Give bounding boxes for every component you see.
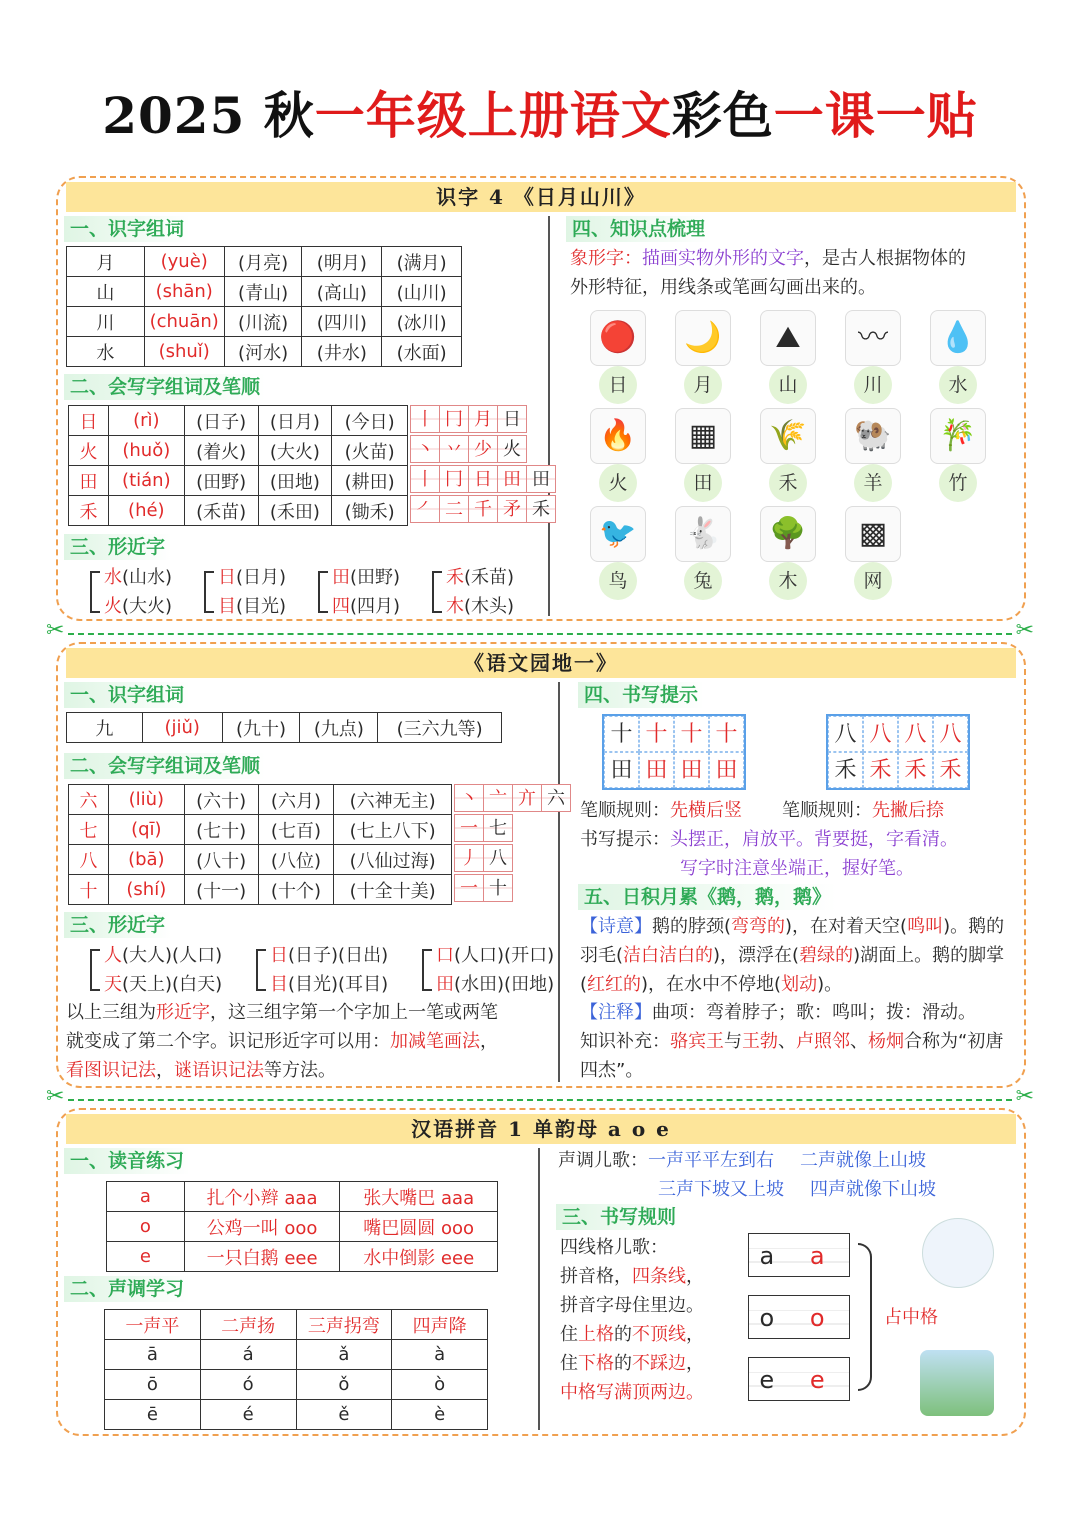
table-cell: (九十) [222, 713, 300, 743]
table-cell: (山川) [382, 277, 462, 307]
stroke-step: 一 [454, 874, 484, 902]
table-cell: (冰川) [382, 307, 462, 337]
table-cell: 火 [69, 436, 109, 466]
table-row [107, 1242, 498, 1272]
writing-cell: 八 [863, 716, 898, 752]
stroke-step: 七 [483, 814, 513, 842]
stroke-row [410, 405, 555, 435]
brace-icon [858, 1243, 872, 1391]
pictograph-image: 🐏 [845, 408, 901, 464]
table-cell: o [107, 1212, 185, 1242]
pictograph-image: 🌳 [760, 506, 816, 562]
table-cell: (八仙过海) [334, 845, 452, 875]
table-cell: 扎个小辫 aaa [184, 1182, 340, 1212]
table-cell: (shān) [144, 277, 224, 307]
table-cell: a [107, 1182, 185, 1212]
pictograph-image: 🔥 [590, 408, 646, 464]
table-cell: 九 [67, 713, 143, 743]
stroke-step: 亠 [483, 784, 513, 812]
table-row [69, 785, 452, 815]
table-row [105, 1400, 488, 1430]
table-cell: e [107, 1242, 185, 1272]
stroke-step: 二 [439, 495, 469, 523]
table-cell: (井水) [302, 337, 382, 367]
cut-line [46, 618, 1034, 644]
table-cell: (jiǔ) [142, 713, 222, 743]
table-cell: (满月) [382, 247, 462, 277]
table-cell: (禾苗) [184, 496, 258, 526]
writing-cell: 田 [604, 752, 639, 788]
stroke-step: 丶 [410, 435, 440, 463]
stroke-row [454, 874, 570, 904]
stroke-rules: 笔顺规则：先横后竖 笔顺规则：先撇后捺 书写提示：头摆正，肩放平。背要挺，字看清。 写字时注意坐端正，握好笔。 [580, 800, 958, 879]
table-cell: (十一) [184, 875, 258, 905]
table-s2-words [66, 712, 502, 743]
scissors-icon: ✂ [1015, 618, 1034, 643]
pictograph-label: 禾 [769, 464, 807, 502]
writing-cell: 八 [933, 716, 968, 752]
table-cell: 山 [67, 277, 145, 307]
writing-box-2 [826, 714, 970, 790]
table-cell: 六 [69, 785, 109, 815]
table-cell: (九点) [300, 713, 378, 743]
section-3-title: 汉语拼音 1 单韵母 a o e [66, 1114, 1016, 1144]
zhong-label: 占中格 [884, 1307, 938, 1328]
stroke-step: 亣 [512, 784, 542, 812]
pictograph-label: 田 [684, 464, 722, 502]
table-cell: 八 [69, 845, 109, 875]
table-cell: à [392, 1340, 488, 1370]
stroke-row [454, 784, 570, 814]
stroke-step: 十 [483, 874, 513, 902]
section-1-title: 识字 4 《日月山川》 [66, 182, 1016, 212]
writing-cell: 禾 [933, 752, 968, 788]
pictograph-image: 🔴 [590, 310, 646, 366]
table-cell: (七上八下) [334, 815, 452, 845]
table-cell: 一声平 [105, 1310, 201, 1340]
table-cell: ō [105, 1370, 201, 1400]
table-s3-tones [104, 1309, 488, 1430]
table-row [105, 1370, 488, 1400]
table-row [69, 815, 452, 845]
table-cell: 田 [69, 466, 109, 496]
heading: 三、书写规则 [556, 1204, 682, 1230]
table-cell: 十 [69, 875, 109, 905]
heading: 三、形近字 [64, 912, 171, 938]
writing-cell: 十 [604, 716, 639, 752]
scissors-icon: ✂ [1015, 1084, 1034, 1109]
table-cell: (chuān) [144, 307, 224, 337]
table-cell: 四声降 [392, 1310, 488, 1340]
table-cell: (tián) [108, 466, 184, 496]
stroke-row [454, 844, 570, 874]
heading: 三、形近字 [64, 534, 171, 560]
stroke-step: 火 [497, 435, 527, 463]
pictograph-label: 木 [769, 562, 807, 600]
table-cell: (七百) [258, 815, 334, 845]
writing-rules: 四线格儿歌： 拼音格，四条线， 拼音字母住里边。 住上格的不顶线， 住下格的不踩边， 中格写满顶两边。 [560, 1237, 704, 1403]
writing-cell: 禾 [828, 752, 863, 788]
table-cell: ē [105, 1400, 201, 1430]
table-cell: ò [392, 1370, 488, 1400]
table-cell: 七 [69, 815, 109, 845]
table-cell: (qī) [108, 815, 184, 845]
table-s2-write [68, 784, 452, 905]
pictograph-label: 兔 [684, 562, 722, 600]
heading: 四、书写提示 [578, 682, 704, 708]
table-cell: (青山) [224, 277, 302, 307]
pictograph-image: 🎋 [930, 408, 986, 464]
page-title: 2025 秋一年级上册语文彩色一课一贴 [102, 86, 978, 145]
table-cell: (bā) [108, 845, 184, 875]
pictograph-image: 🐦 [590, 506, 646, 562]
stroke-step: 千 [468, 495, 498, 523]
table-row [69, 406, 408, 436]
stroke-step: 丨 [410, 465, 440, 493]
stroke-step: 禾 [526, 495, 556, 523]
table-row [69, 496, 408, 526]
table-cell: (日月) [258, 406, 332, 436]
table-cell: (liù) [108, 785, 184, 815]
table-cell: (shí) [108, 875, 184, 905]
cut-line [46, 1084, 1034, 1110]
pictograph-label: 网 [854, 562, 892, 600]
table-row [107, 1212, 498, 1242]
table-cell: (四川) [302, 307, 382, 337]
table-row [105, 1310, 488, 1340]
table-row [105, 1340, 488, 1370]
stroke-step: 田 [526, 465, 556, 493]
stroke-step: 日 [468, 465, 498, 493]
table-cell: ǒ [296, 1370, 392, 1400]
table-cell: 张大嘴巴 aaa [340, 1182, 498, 1212]
table-row [67, 337, 462, 367]
stroke-row [410, 465, 555, 495]
pictograph-image: ⛰ [760, 310, 816, 366]
writing-cell: 禾 [898, 752, 933, 788]
heading: 二、声调学习 [64, 1276, 190, 1302]
similar-pair: 人(大人)(人口) 天(天上)(白天) [90, 941, 222, 999]
pictograph-label: 竹 [939, 464, 977, 502]
table-row [67, 277, 462, 307]
table-cell: (耕田) [332, 466, 408, 496]
table-row [69, 466, 408, 496]
table-cell: 水 [67, 337, 145, 367]
table-cell: (八十) [184, 845, 258, 875]
similar-pair: 田(田野) 四(四月) [318, 563, 400, 621]
four-line-grid-o: o o [748, 1295, 850, 1339]
table-cell: (明月) [302, 247, 382, 277]
stroke-step: 冂 [439, 465, 469, 493]
stroke-step: 丶 [454, 784, 484, 812]
writing-cell: 十 [639, 716, 674, 752]
girl-illustration [922, 1218, 994, 1288]
table-cell: (今日) [332, 406, 408, 436]
table-cell: 川 [67, 307, 145, 337]
pictograph-image: ▦ [675, 408, 731, 464]
heading: 四、知识点梳理 [566, 216, 711, 242]
stroke-step: 丷 [439, 435, 469, 463]
table-cell: (十个) [258, 875, 334, 905]
divider [538, 1148, 540, 1430]
stroke-step: 丨 [410, 405, 440, 433]
stroke-row [410, 435, 555, 465]
table-row [67, 307, 462, 337]
table-cell: (高山) [302, 277, 382, 307]
pictograph-label: 羊 [854, 464, 892, 502]
heading: 一、识字组词 [64, 216, 190, 242]
knowledge-text: 象形字：描画实物外形的文字，是古人根据物体的 外形特征，用线条或笔画勾画出来的。 [570, 248, 966, 298]
pictograph-label: 川 [854, 366, 892, 404]
pictograph-label: 水 [939, 366, 977, 404]
stroke-row [410, 495, 555, 525]
table-cell: ó [200, 1370, 296, 1400]
stroke-row [454, 814, 570, 844]
stroke-grids [410, 405, 555, 525]
four-line-grid-a: a a [748, 1233, 850, 1277]
similar-pair: 禾(禾苗) 木(木头) [432, 563, 514, 621]
note-text: 以上三组为形近字，这三组字第一个字加上一笔或两笔 就变成了第二个字。识记形近字可以用：加减笔画法， 看图识记法，谜语识记法等方法。 [66, 1002, 498, 1081]
stroke-grids [454, 784, 570, 904]
scissors-icon: ✂ [46, 618, 65, 643]
table-cell: (锄禾) [332, 496, 408, 526]
pictograph-label: 鸟 [599, 562, 637, 600]
four-line-grid-e: e e [748, 1357, 850, 1401]
table-cell: 水中倒影 eee [340, 1242, 498, 1272]
table-cell: 一只白鹅 eee [184, 1242, 340, 1272]
pictograph-image: ▩ [845, 506, 901, 562]
table-row [69, 436, 408, 466]
table-cell: 三声拐弯 [296, 1310, 392, 1340]
stroke-step: 丿 [454, 844, 484, 872]
writing-cell: 田 [639, 752, 674, 788]
stroke-step: 八 [483, 844, 513, 872]
writing-box-1 [602, 714, 746, 790]
writing-cell: 十 [709, 716, 744, 752]
table-row [69, 845, 452, 875]
poem-notes: 【注释】曲项：弯着脖子；歌：鸣叫；拨：滑动。 知识补充：骆宾王与王勃、卢照邻、杨炯合称为“初唐四杰”。 [580, 1002, 1004, 1081]
table-cell: (huǒ) [108, 436, 184, 466]
table-s1-write [68, 405, 408, 526]
stroke-step: 冂 [439, 405, 469, 433]
pictograph-image: 🐇 [675, 506, 731, 562]
writing-cell: 田 [709, 752, 744, 788]
table-cell: è [392, 1400, 488, 1430]
similar-pair: 日(日子)(日出) 目(目光)(耳目) [256, 941, 388, 999]
table-cell: (yuè) [144, 247, 224, 277]
writing-cell: 禾 [863, 752, 898, 788]
table-cell: (十全十美) [334, 875, 452, 905]
table-cell: (七十) [184, 815, 258, 845]
stroke-step: 矛 [497, 495, 527, 523]
pictograph-label: 日 [599, 366, 637, 404]
table-row [69, 875, 452, 905]
table-cell: (六神无主) [334, 785, 452, 815]
table-cell: (八位) [258, 845, 334, 875]
table-cell: (禾田) [258, 496, 332, 526]
table-cell: 嘴巴圆圆 ooo [340, 1212, 498, 1242]
pictograph-image: 🌙 [675, 310, 731, 366]
writing-cell: 八 [828, 716, 863, 752]
table-row [67, 713, 502, 743]
pictograph-label: 月 [684, 366, 722, 404]
table-cell: ā [105, 1340, 201, 1370]
stroke-step: 田 [497, 465, 527, 493]
table-cell: 二声扬 [200, 1310, 296, 1340]
heading: 二、会写字组词及笔顺 [64, 374, 266, 400]
stroke-step: 月 [468, 405, 498, 433]
pictograph-label: 火 [599, 464, 637, 502]
table-cell: á [200, 1340, 296, 1370]
table-cell: ě [296, 1400, 392, 1430]
table-cell: (田地) [258, 466, 332, 496]
writing-cell: 十 [674, 716, 709, 752]
table-cell: (日子) [184, 406, 258, 436]
heading: 一、识字组词 [64, 682, 190, 708]
stroke-step: 六 [541, 784, 571, 812]
table-cell: 月 [67, 247, 145, 277]
table-row [67, 247, 462, 277]
scissors-icon: ✂ [46, 1084, 65, 1109]
similar-pair: 口(人口)(开口) 田(水田)(田地) [422, 941, 554, 999]
table-cell: (河水) [224, 337, 302, 367]
table-s1-words [66, 246, 462, 367]
rooster-illustration [920, 1350, 994, 1416]
section-2-title: 《语文园地一》 [66, 648, 1016, 678]
pictograph-image: 🌾 [760, 408, 816, 464]
stroke-step: 日 [497, 405, 527, 433]
table-cell: (六十) [184, 785, 258, 815]
table-cell: 日 [69, 406, 109, 436]
stroke-step: 一 [454, 814, 484, 842]
stroke-step: 少 [468, 435, 498, 463]
table-row [107, 1182, 498, 1212]
stroke-step: ㇒ [410, 495, 440, 523]
table-cell: (大火) [258, 436, 332, 466]
table-cell: (川流) [224, 307, 302, 337]
table-cell: é [200, 1400, 296, 1430]
similar-pair: 水(山水) 火(大火) [90, 563, 172, 621]
writing-cell: 田 [674, 752, 709, 788]
pictograph-image: 〰 [845, 310, 901, 366]
table-cell: (六月) [258, 785, 334, 815]
table-cell: (月亮) [224, 247, 302, 277]
writing-cell: 八 [898, 716, 933, 752]
pictograph-image: 💧 [930, 310, 986, 366]
pictograph-label: 山 [769, 366, 807, 404]
heading: 二、会写字组词及笔顺 [64, 753, 266, 779]
table-s3-read [106, 1181, 498, 1272]
heading: 五、日积月累《鹅，鹅，鹅》 [578, 884, 837, 910]
table-cell: (火苗) [332, 436, 408, 466]
table-cell: (shuǐ) [144, 337, 224, 367]
poem-text: 【诗意】鹅的脖颈(弯弯的)，在对着天空(鸣叫)。鹅的羽毛(洁白洁白的)，漂浮在(碧绿的)湖面上。鹅的脚掌(红红的)，在水中不停地(划动)。 [580, 916, 1005, 995]
table-cell: (田野) [184, 466, 258, 496]
table-cell: (rì) [108, 406, 184, 436]
table-cell: (着火) [184, 436, 258, 466]
heading: 一、读音练习 [64, 1148, 190, 1174]
table-cell: 禾 [69, 496, 109, 526]
table-cell: (hé) [108, 496, 184, 526]
similar-pair: 日(日月) 目(目光) [204, 563, 286, 621]
table-cell: (水面) [382, 337, 462, 367]
table-cell: 公鸡一叫 ooo [184, 1212, 340, 1242]
table-cell: ǎ [296, 1340, 392, 1370]
table-cell: (三六九等) [378, 713, 502, 743]
tone-song: 声调儿歌：一声平平左到右 二声就像上山坡 三声下坡又上坡 四声就像下山坡 [558, 1150, 936, 1200]
